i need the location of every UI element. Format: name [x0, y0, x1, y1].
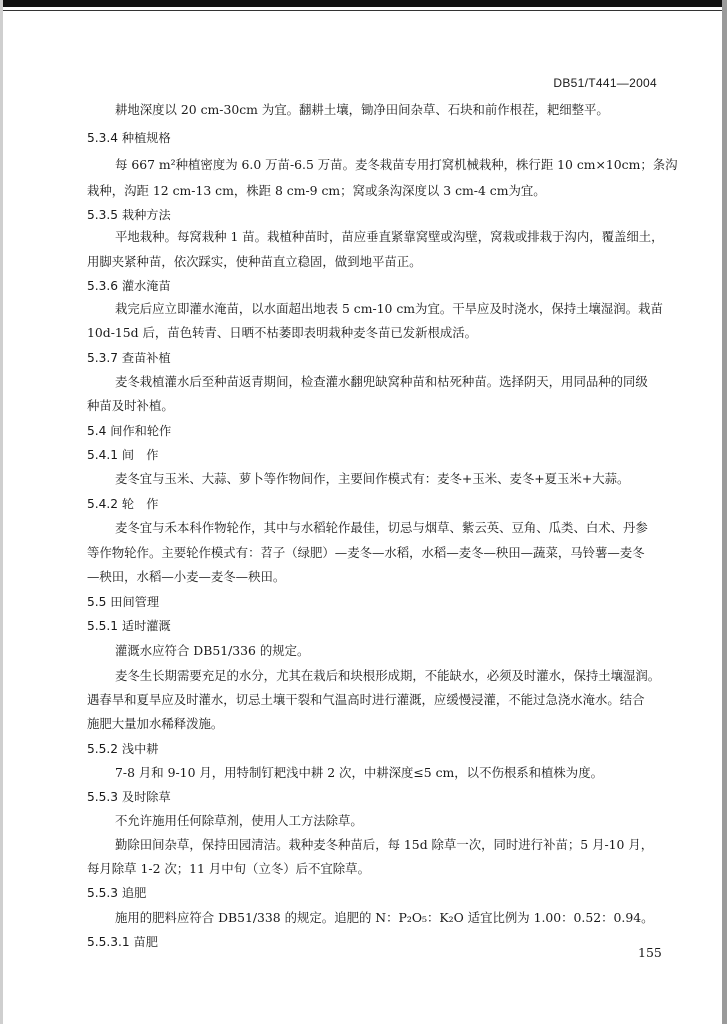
section-heading-5-4-1: 5.4.1 间 作: [87, 448, 159, 462]
scan-left-edge: [0, 0, 3, 1024]
paragraph-line: 不允许施用任何除草剂，使用人工方法除草。: [115, 813, 363, 828]
paragraph-line: 麦冬宜与玉米、大蒜、萝卜等作物间作，主要间作模式有：麦冬+玉米、麦冬+夏玉米+大蒜。: [115, 471, 630, 486]
paragraph-line: 等作物轮作。主要轮作模式有：苕子（绿肥）—麦冬—水稻，水稻—麦冬—秧田—蔬菜，马铃薯—麦冬: [87, 545, 645, 560]
section-heading-5-5-3-fertilizing: 5.5.3 追肥: [87, 886, 147, 900]
paragraph-line: 施肥大量加水稀释泼施。: [87, 716, 224, 731]
paragraph-line: 每 667 m²种植密度为 6.0 万苗-6.5 万苗。麦冬栽苗专用打窝机械栽种，株行距 10 cm×10cm；条沟: [115, 157, 678, 172]
section-heading-5-5-2: 5.5.2 浅中耕: [87, 742, 159, 756]
section-heading-5-5: 5.5 田间管理: [87, 595, 160, 609]
page-number: 155: [638, 945, 662, 960]
section-heading-5-3-6: 5.3.6 灌水淹苗: [87, 279, 171, 293]
section-heading-5-3-5: 5.3.5 栽种方法: [87, 208, 171, 222]
paragraph-line: 施用的肥料应符合 DB51/338 的规定。追肥的 N：P₂O₅：K₂O 适宜比例为 1.00：0.52：0.94。: [115, 910, 654, 925]
paragraph-line: 栽完后应立即灌水淹苗，以水面超出地表 5 cm-10 cm为宜。干旱应及时浇水，保持土壤湿润。栽苗: [115, 301, 663, 316]
top-border-rule: [0, 0, 727, 7]
paragraph-line: 麦冬栽植灌水后至种苗返青期间，检查灌水翻兜缺窝种苗和枯死种苗。选择阴天，用同品种的同级: [115, 374, 648, 389]
paragraph-line: 种苗及时补植。: [87, 398, 174, 413]
scan-right-edge: [722, 0, 727, 1024]
section-heading-5-3-7: 5.3.7 查苗补植: [87, 351, 171, 365]
section-heading-5-5-3-weeding: 5.5.3 及时除草: [87, 790, 171, 804]
paragraph-line: —秧田，水稻—小麦—麦冬—秧田。: [87, 569, 286, 584]
paragraph-line: 麦冬生长期需要充足的水分，尤其在栽后和块根形成期，不能缺水，必须及时灌水，保持土壤湿润。: [115, 668, 661, 683]
paragraph-line: 7-8 月和 9-10 月，用特制钉耙浅中耕 2 次，中耕深度≤5 cm，以不伤根系和植株为度。: [115, 765, 603, 780]
standard-code: DB51/T441—2004: [553, 76, 657, 90]
paragraph-line: 10d-15d 后，苗色转青、日晒不枯萎即表明栽种麦冬苗已发新根成活。: [87, 325, 478, 340]
section-heading-5-3-4: 5.3.4 种植规格: [87, 131, 171, 145]
paragraph-line: 每月除草 1-2 次；11 月中旬（立冬）后不宜除草。: [87, 861, 370, 876]
paragraph-line: 麦冬宜与禾本科作物轮作，其中与水稻轮作最佳，切忌与烟草、紫云英、豆角、瓜类、白术、丹参: [115, 520, 648, 535]
paragraph-line: 平地栽种。每窝栽种 1 苗。栽植种苗时，苗应垂直紧靠窝壁或沟壁，窝栽或排栽于沟内，覆盖细土，: [115, 229, 664, 244]
section-heading-5-5-1: 5.5.1 适时灌溉: [87, 619, 171, 633]
section-heading-5-4-2: 5.4.2 轮 作: [87, 497, 159, 511]
paragraph-line: 耕地深度以 20 cm-30cm 为宜。翻耕土壤，锄净田间杂草、石块和前作根茬，耙细整平。: [115, 102, 609, 117]
paragraph-line: 灌溉水应符合 DB51/336 的规定。: [115, 643, 310, 658]
section-heading-5-4: 5.4 间作和轮作: [87, 424, 172, 438]
top-border-thin-rule: [0, 10, 727, 11]
paragraph-line: 勤除田间杂草，保持田园清洁。栽种麦冬种苗后，每 15d 除草一次，同时进行补苗；5 月-10 月，: [115, 837, 654, 852]
paragraph-line: 遇春旱和夏旱应及时灌水，切忌土壤干裂和气温高时进行灌溉，应缓慢浸灌，不能过急浇水淹水。结合: [87, 692, 645, 707]
paragraph-line: 栽种，沟距 12 cm-13 cm，株距 8 cm-9 cm；窝或条沟深度以 3 cm-4 cm为宜。: [87, 183, 546, 198]
paragraph-line: 用脚夹紧种苗，依次踩实，使种苗直立稳固，做到地平苗正。: [87, 254, 422, 269]
section-heading-5-5-3-1: 5.5.3.1 苗肥: [87, 935, 158, 949]
